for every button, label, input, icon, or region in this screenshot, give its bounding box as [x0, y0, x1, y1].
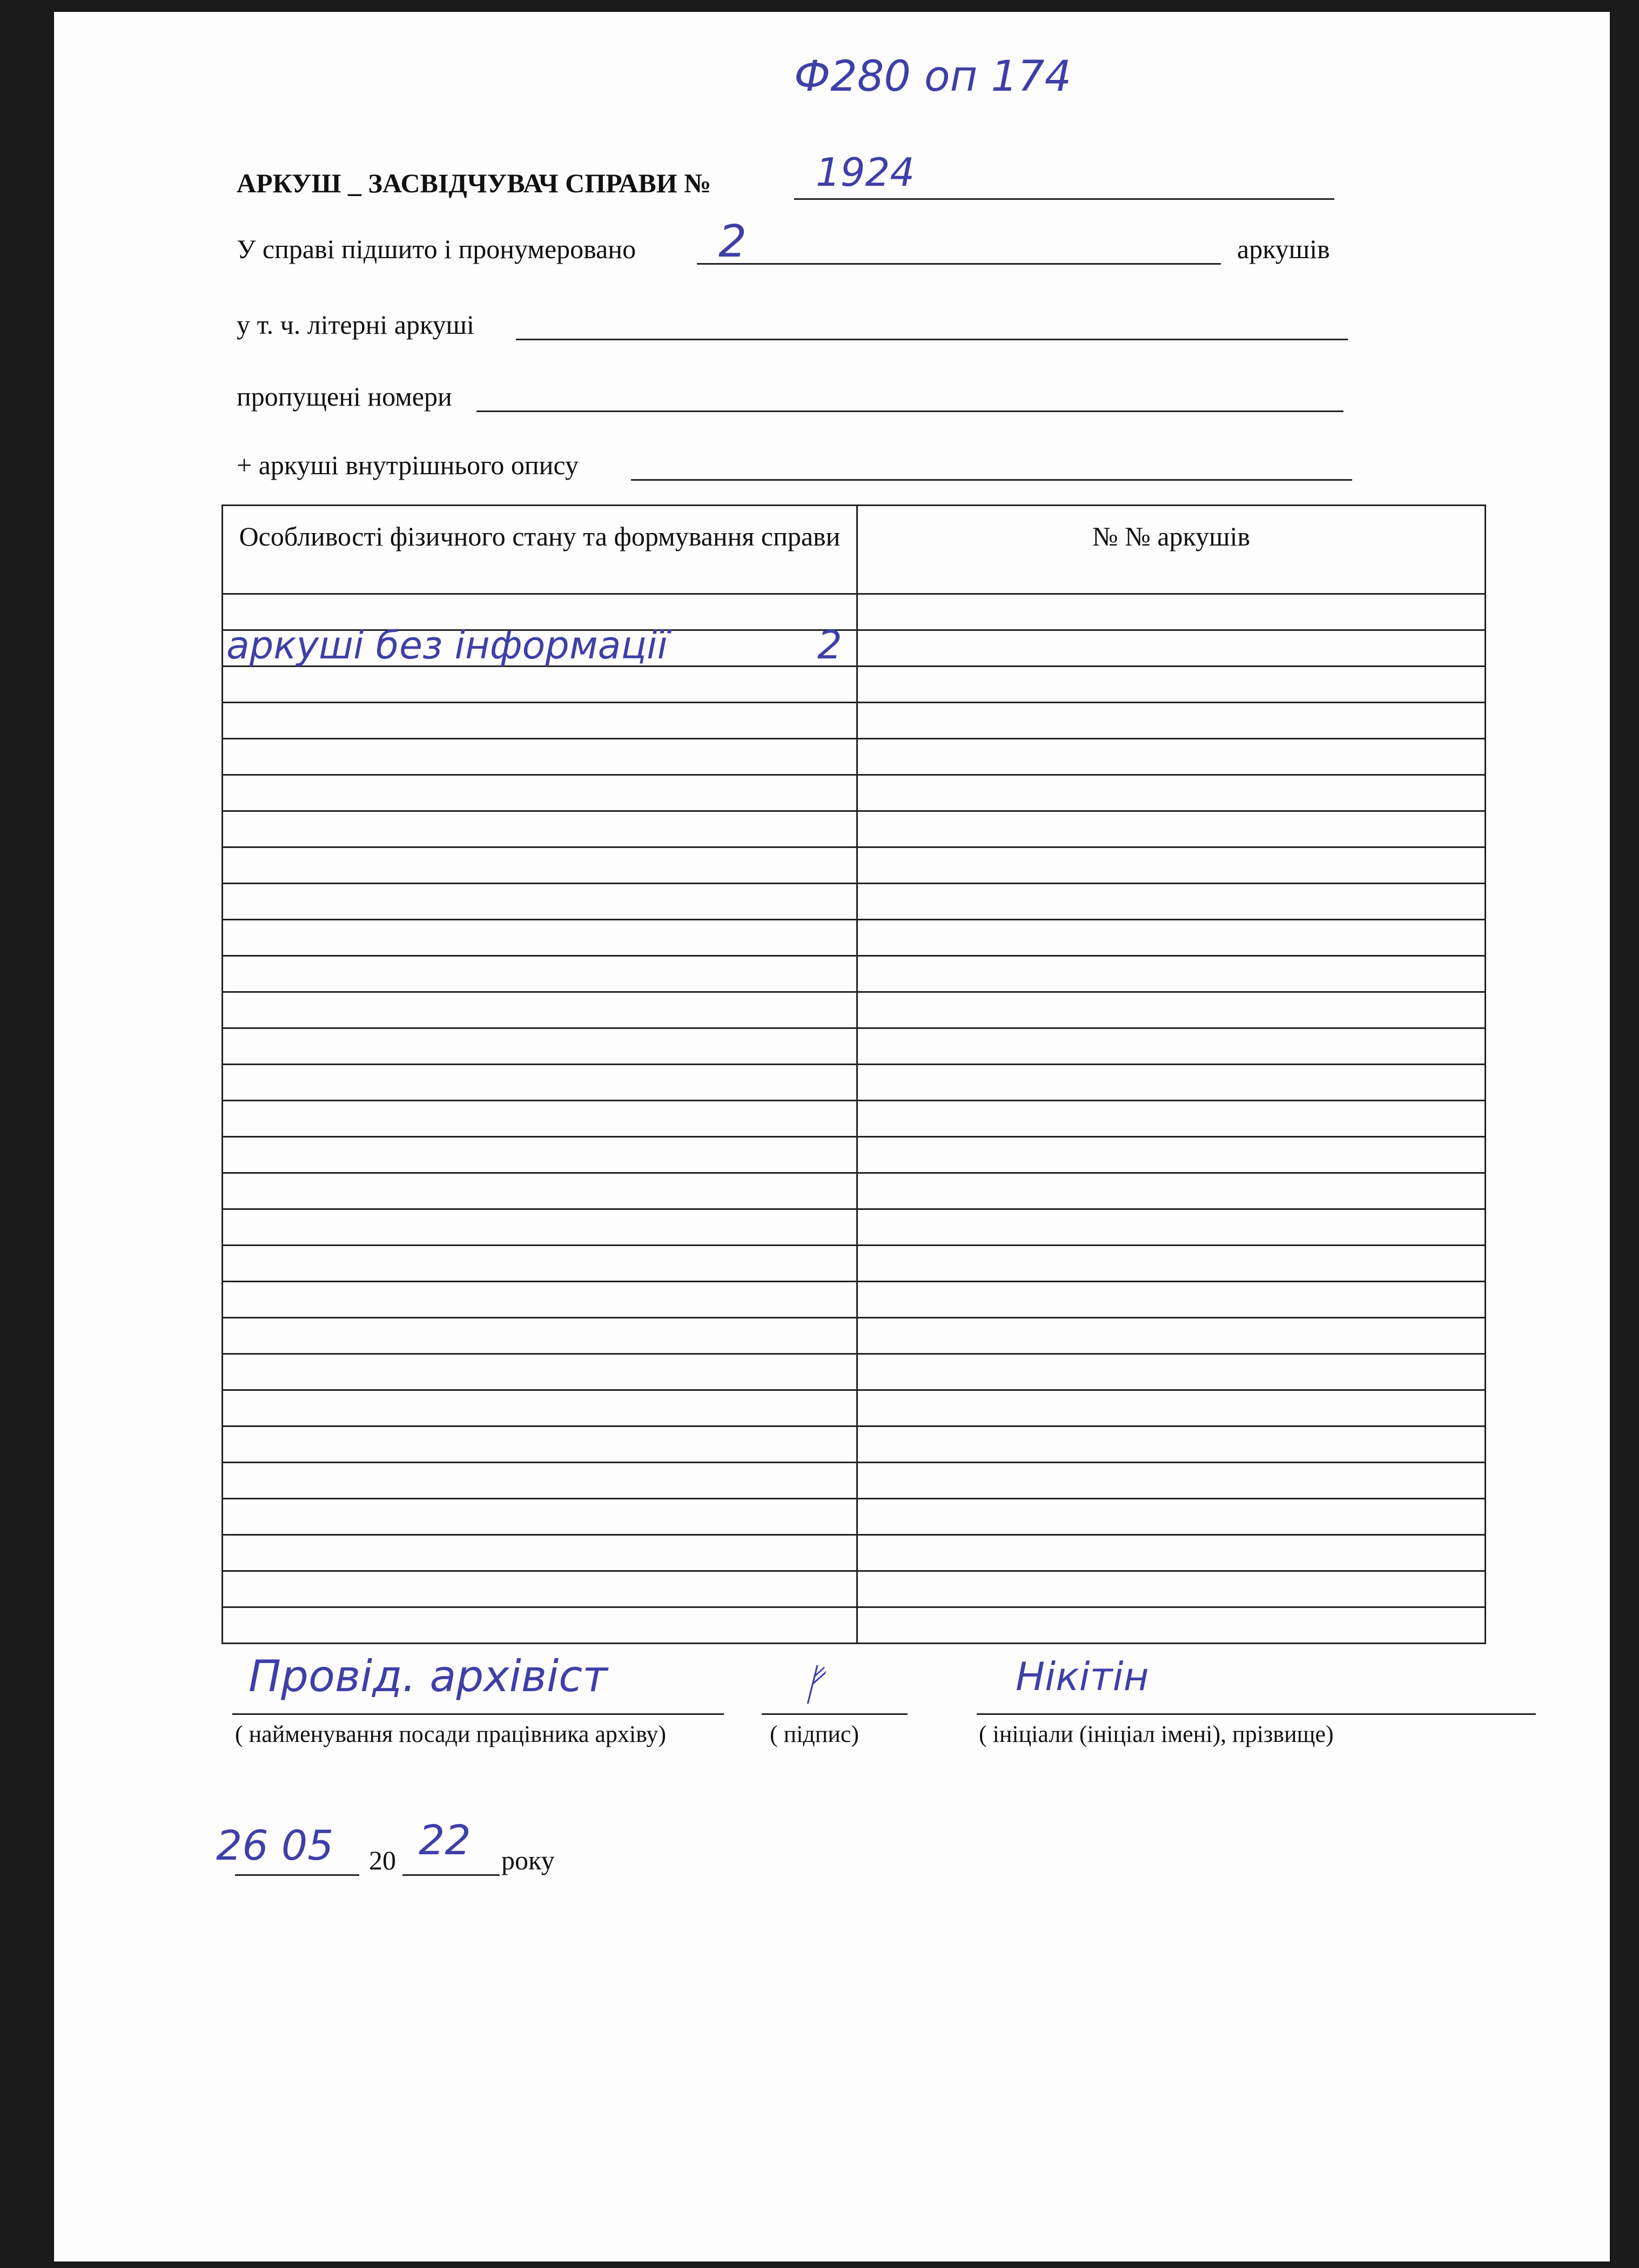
missing-numbers-line — [476, 410, 1344, 412]
table-row — [223, 1246, 1486, 1282]
signature-caption: ( підпис) — [770, 1721, 859, 1747]
table-row — [223, 956, 1486, 992]
table-cell — [857, 1101, 1486, 1137]
table-cell — [223, 1137, 857, 1173]
table-row — [223, 1137, 1486, 1173]
table-cell — [223, 920, 857, 956]
signature-mark: ᚠ — [800, 1659, 825, 1710]
table-cell — [857, 594, 1486, 630]
table-cell — [223, 847, 857, 884]
table-cell — [857, 1499, 1486, 1535]
condition-table — [221, 504, 1486, 1644]
condition-note: аркуші без інформації — [226, 623, 668, 668]
table-cell — [223, 1282, 857, 1318]
table-cell — [857, 1390, 1486, 1426]
signature-line — [762, 1713, 908, 1715]
table-row — [223, 884, 1486, 920]
table-cell — [857, 739, 1486, 775]
table-cell — [223, 1065, 857, 1101]
table-cell — [857, 1607, 1486, 1644]
table-cell — [857, 703, 1486, 739]
inventory-sheets-label: + аркуші внутрішнього опису — [237, 450, 579, 480]
table-row — [223, 992, 1486, 1028]
table-cell — [857, 1282, 1486, 1318]
table-cell — [857, 1173, 1486, 1209]
table-cell — [223, 622, 857, 668]
inventory-sheets-line — [631, 479, 1352, 481]
table-cell — [223, 1101, 857, 1137]
table-row — [223, 667, 1486, 703]
column-header-condition: Особливості фізичного стану та формування справи — [223, 506, 857, 594]
name-line — [977, 1713, 1536, 1715]
table-cell — [223, 956, 857, 992]
table-row — [223, 1101, 1486, 1137]
table-cell — [223, 1463, 857, 1499]
table-row — [223, 1571, 1486, 1607]
table-row — [223, 1390, 1486, 1426]
table-cell — [223, 1354, 857, 1390]
date-suffix: року — [501, 1845, 555, 1875]
table-row — [223, 1318, 1486, 1354]
position-value: Провід. архівіст — [248, 1651, 608, 1701]
table-row — [223, 1354, 1486, 1390]
table-cell — [857, 775, 1486, 811]
date-year-suffix: 22 — [419, 1816, 471, 1864]
table-cell — [857, 1318, 1486, 1354]
sheets-unit: аркушів — [1237, 234, 1330, 264]
table-cell — [857, 884, 1486, 920]
table-cell — [223, 1607, 857, 1644]
name-caption: ( ініціали (ініціал імені), прізвище) — [979, 1721, 1334, 1747]
table-cell — [223, 1173, 857, 1209]
table-cell — [223, 1390, 857, 1426]
date-year-line — [402, 1874, 500, 1876]
table-row — [223, 1065, 1486, 1101]
table-row — [223, 1426, 1486, 1463]
date-year-prefix: 20 — [369, 1845, 396, 1875]
table-row — [223, 1028, 1486, 1065]
table-cell — [857, 1463, 1486, 1499]
table-cell — [857, 1028, 1486, 1065]
table-cell — [857, 1571, 1486, 1607]
table-row — [223, 847, 1486, 884]
table-cell — [223, 1426, 857, 1463]
table-row — [223, 1607, 1486, 1644]
sheets-count-value: 2 — [718, 216, 747, 267]
letter-sheets-label: у т. ч. літерні аркуші — [237, 309, 474, 340]
document-sheet — [54, 12, 1610, 2262]
table-cell — [857, 1209, 1486, 1246]
table-cell — [857, 1426, 1486, 1463]
table-cell — [223, 1571, 857, 1607]
case-number-value: 1924 — [816, 150, 915, 195]
table-cell — [857, 811, 1486, 847]
column-header-sheet-numbers: № № аркушів — [857, 506, 1486, 594]
case-number-line — [794, 198, 1334, 200]
table-cell — [857, 920, 1486, 956]
table-cell — [223, 1028, 857, 1065]
table-row — [223, 1535, 1486, 1571]
letter-sheets-line — [516, 339, 1348, 340]
table-cell — [857, 630, 1486, 667]
table-row — [223, 1463, 1486, 1499]
date-day-month-line — [235, 1874, 359, 1876]
table-cell — [223, 1318, 857, 1354]
name-value: Нікітін — [1016, 1654, 1149, 1699]
table-row — [223, 630, 1486, 667]
table-cell — [223, 1535, 857, 1571]
table-cell — [857, 1535, 1486, 1571]
table-cell — [223, 1209, 857, 1246]
table-cell — [223, 992, 857, 1028]
table-cell — [857, 1137, 1486, 1173]
missing-numbers-label: пропущені номери — [237, 381, 452, 412]
table-row — [223, 1209, 1486, 1246]
table-cell — [857, 667, 1486, 703]
table-cell — [857, 956, 1486, 992]
table-cell — [857, 1246, 1486, 1282]
position-caption: ( найменування посади працівника архіву) — [235, 1721, 667, 1747]
table-row — [223, 1173, 1486, 1209]
condition-note-count: 2 — [817, 622, 842, 668]
page-title: АРКУШ _ ЗАСВІДЧУВАЧ СПРАВИ № — [237, 168, 711, 198]
table-cell — [857, 992, 1486, 1028]
archive-reference: Ф280 оп 174 — [794, 52, 1072, 101]
sheets-count-line — [697, 263, 1221, 265]
table-cell — [857, 847, 1486, 884]
position-line — [232, 1713, 724, 1715]
table-cell — [223, 739, 857, 775]
table-cell — [223, 703, 857, 739]
table-row — [223, 775, 1486, 811]
sheets-count-label: У справі підшито і пронумеровано — [237, 234, 636, 264]
table-cell — [857, 1065, 1486, 1101]
date-day-month: 26 05 — [216, 1821, 334, 1869]
table-row — [223, 739, 1486, 775]
table-row — [223, 1499, 1486, 1535]
table-cell — [223, 1499, 857, 1535]
table-row — [223, 811, 1486, 847]
table-cell — [223, 884, 857, 920]
table-row — [223, 703, 1486, 739]
table-cell — [223, 667, 857, 703]
table-row — [223, 1282, 1486, 1318]
table-cell — [857, 1354, 1486, 1390]
table-cell — [223, 775, 857, 811]
table-cell — [223, 811, 857, 847]
table-row — [223, 920, 1486, 956]
table-cell — [223, 1246, 857, 1282]
